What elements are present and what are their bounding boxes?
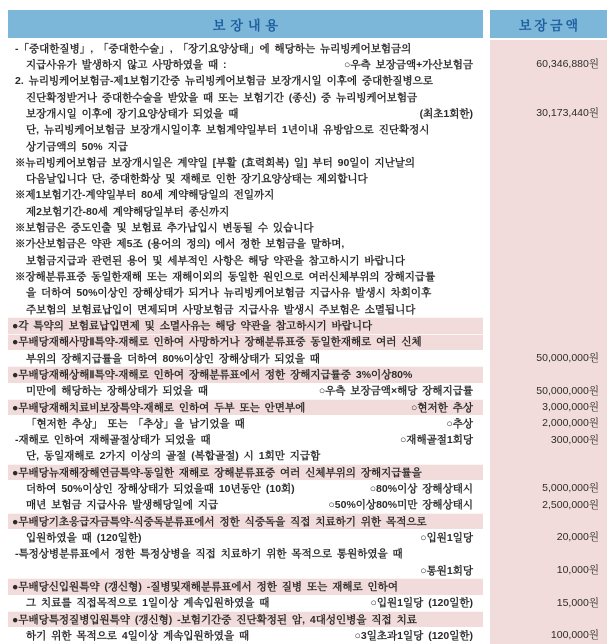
amount-cell: 50,000,000원 <box>536 384 599 397</box>
coverage-column-header: 보장내용 <box>8 10 483 38</box>
coverage-row <box>8 350 483 366</box>
coverage-row <box>8 595 483 611</box>
coverage-note: ○현저한 추상 <box>411 401 473 414</box>
amount-cell <box>490 317 607 333</box>
coverage-text: ●무배당기초응급자금특약-식중독분류표에서 정한 식중독을 직접 치료하기 위한 목적으로 <box>12 515 427 528</box>
amount-cell: 30,173,440원 <box>536 107 599 120</box>
coverage-row <box>8 285 483 301</box>
coverage-text: 보험금지급과 관련된 용어 및 세부적인 사항은 해당 약관을 참고하시기 바랍니다 <box>26 254 405 267</box>
amount-cell <box>490 546 607 562</box>
coverage-row <box>8 236 483 252</box>
coverage-text: ●무배당특정질병입원특약 (갱신형) -보험기간중 진단확정된 암, 4대성인병을 직접 치료 <box>12 613 417 626</box>
coverage-row <box>8 383 483 399</box>
amount-cell <box>490 448 607 464</box>
coverage-note: ○재해골절1회당 <box>399 434 473 447</box>
coverage-text: -「중대한질병」, 「중대한수술」, 「장기요양상태」에 해당하는 뉴리빙케어보험금의 <box>15 42 412 55</box>
coverage-row <box>8 464 483 480</box>
amount-column-header: 보장금액 <box>490 10 607 38</box>
amount-cell <box>490 122 607 138</box>
coverage-row <box>8 562 483 578</box>
amount-cell <box>490 187 607 203</box>
amount-cell <box>490 611 607 627</box>
coverage-text: 더하여 50%이상인 장해상태가 되었을때 10년동안 (10회) <box>26 483 295 496</box>
coverage-note: ○추상 <box>446 417 473 430</box>
amount-cell <box>490 138 607 154</box>
amount-cell <box>490 154 607 170</box>
amount-cell <box>490 334 607 350</box>
amount-cell <box>490 513 607 529</box>
amount-cell <box>490 171 607 187</box>
coverage-row <box>8 301 483 317</box>
coverage-row <box>8 122 483 138</box>
coverage-note: ○50%이상80%미만 장해상태시 <box>328 499 473 512</box>
coverage-row <box>8 317 483 333</box>
amount-cell <box>490 40 607 56</box>
coverage-row <box>8 171 483 187</box>
amount-cell: 300,000원 <box>550 433 599 446</box>
coverage-text: ●무배당신입원특약 (갱신형) -질병및재해분류표에서 정한 질병 또는 재해로 인하여 <box>12 580 398 593</box>
coverage-text: ※가산보험금은 약관 제5조 (용어의 정의) 에서 정한 보험금을 말하며, <box>15 238 345 251</box>
amount-cell <box>490 578 607 594</box>
coverage-row <box>8 399 483 415</box>
coverage-text: 부위의 장해지급률을 더하여 80%이상인 장해상태가 되었을 때 <box>26 352 320 365</box>
coverage-row <box>8 448 483 464</box>
coverage-text: -특정상병분류표에서 정한 특정상병을 직접 치료하기 위한 목적으로 통원하였을 때 <box>15 548 403 561</box>
coverage-text: 단, 뉴리빙케어보험금 보장개시일이후 보험계약일부터 1년이내 유방암으로 진단확정시 <box>26 124 430 137</box>
amount-cell: 2,500,000원 <box>542 498 599 511</box>
coverage-row <box>8 154 483 170</box>
coverage-text: 매년 보험금 지급사유 발생해당일에 지급 <box>26 499 219 512</box>
coverage-text: 「현저한 추상」 또는 「추상」을 남기었을 때 <box>26 417 245 430</box>
amount-cell <box>490 203 607 219</box>
coverage-text: 지급사유가 발생하지 않고 사망하였을 때 : <box>26 58 227 71</box>
coverage-row <box>8 268 483 284</box>
amount-cell: 5,000,000원 <box>542 482 599 495</box>
amount-cell <box>490 285 607 301</box>
amount-cell <box>490 301 607 317</box>
coverage-text: ※뉴리빙케어보험금 보장개시일은 계약일 [부활 (효력회복) 일] 부터 90일이 지난날의 <box>15 156 416 169</box>
coverage-row <box>8 415 483 431</box>
amount-cell: 100,000원 <box>550 629 599 642</box>
coverage-row <box>8 578 483 594</box>
amount-cell <box>490 236 607 252</box>
coverage-text: ※제1보험기간-계약일부터 80세 계약해당일의 전일까지 <box>15 189 275 202</box>
coverage-row <box>8 89 483 105</box>
coverage-text: 주보험의 보험료납입이 면제되며 사망보험금 지급사유 발생시 주보험은 소멸됩니다 <box>26 303 416 316</box>
amount-cell: 2,000,000원 <box>542 417 599 430</box>
coverage-text: 입원하였을 때 (120일한) <box>26 532 142 545</box>
amount-cell: 10,000원 <box>556 564 599 576</box>
coverage-note: ○우측 보장금액+가산보험금 <box>344 58 473 71</box>
coverage-row <box>8 546 483 562</box>
coverage-text: ※장해분류표중 동일한재해 또는 재해이외의 동일한 원인으로 여러신체부위의 장해지급률 <box>15 271 436 284</box>
coverage-note: ○입원1일당 (120일한) <box>370 597 473 610</box>
coverage-text: 다음날입니다 단, 중대한화상 및 재해로 인한 장기요양상태는 제외합니다 <box>26 173 368 186</box>
coverage-row <box>8 203 483 219</box>
coverage-text: ※보험금은 중도인출 및 보험료 추가납입시 변동될 수 있습니다 <box>15 222 314 235</box>
coverage-row <box>8 138 483 154</box>
amount-cell <box>490 268 607 284</box>
coverage-text: ●무배당재해상해Ⅱ특약-재해로 인하여 장해분류표에서 정한 장해지급률중 3%이상80% <box>12 368 413 381</box>
coverage-text: 진단확정받거나 중대한수술을 받았을 때 또는 보험기간 (종신) 중 뉴리빙케어보험금 <box>26 91 418 104</box>
coverage-note: ○입원1일당 <box>420 532 473 545</box>
coverage-row <box>8 497 483 513</box>
amount-cell: 50,000,000원 <box>536 351 599 364</box>
coverage-text: 그 치료를 직접목적으로 1일이상 계속입원하였을 때 <box>26 597 270 610</box>
coverage-row <box>8 627 483 643</box>
coverage-text: 을 더하여 50%이상인 장해상태가 되거나 뉴리빙케어보험금 지급사유 발생시 차회이후 <box>26 287 432 300</box>
coverage-note: (최초1회한) <box>419 107 473 120</box>
coverage-row <box>8 219 483 235</box>
amount-cell: 60,346,880원 <box>536 58 599 71</box>
coverage-text: ●무배당재해사망Ⅱ특약-재해로 인하여 사망하거나 장해분류표중 동일한재해로 여러 신체 <box>12 336 422 349</box>
amount-cell <box>490 252 607 268</box>
coverage-text: 2. 뉴리빙케어보험금-제1보험기간중 뉴리빙케어보험금 보장개시일 이후에 중대한질병으로 <box>15 75 433 88</box>
coverage-row <box>8 105 483 121</box>
coverage-note: ○80%이상 장해상태시 <box>369 483 473 496</box>
coverage-text: 상기금액의 50% 지급 <box>26 140 128 153</box>
coverage-text: 하기 위한 목적으로 4일이상 계속입원하였을 때 <box>26 629 250 642</box>
coverage-text: 제2보험기간-80세 계약해당일부터 종신까지 <box>26 205 230 218</box>
coverage-row <box>8 480 483 496</box>
coverage-row <box>8 40 483 56</box>
coverage-row <box>8 432 483 448</box>
amount-cell: 20,000원 <box>556 531 599 544</box>
amount-cell: 15,000원 <box>556 596 599 609</box>
coverage-text: 단, 동일재해로 2가지 이상의 골절 (복합골절) 시 1회만 지급함 <box>26 450 321 463</box>
amount-rows <box>490 40 607 644</box>
coverage-row <box>8 611 483 627</box>
coverage-text: 미만에 해당하는 장해상태가 되었을 때 <box>26 385 208 398</box>
coverage-row <box>8 366 483 382</box>
coverage-text: ●각 특약의 보험료납입면제 및 소멸사유는 해당 약관을 참고하시기 바랍니다 <box>12 319 373 332</box>
coverage-row <box>8 73 483 89</box>
coverage-text: ●무배당재해치료비보장특약-재해로 인하여 두부 또는 안면부에 <box>12 401 306 414</box>
coverage-row <box>8 252 483 268</box>
coverage-note: ○우측 보장금액×해당 장해지급률 <box>318 385 473 398</box>
coverage-text: -재해로 인하여 재해골절상태가 되었을 때 <box>15 434 211 447</box>
coverage-row <box>8 529 483 545</box>
amount-cell <box>490 89 607 105</box>
coverage-rows <box>8 40 483 644</box>
coverage-row <box>8 187 483 203</box>
amount-cell <box>490 73 607 89</box>
amount-cell <box>490 219 607 235</box>
coverage-text: 보장개시일 이후에 장기요양상태가 되었을 때 <box>26 107 239 120</box>
amount-cell <box>490 366 607 382</box>
coverage-text: ●무배당뉴재해장해연금특약-동일한 재해로 장해분류표중 여러 신체부위의 장해지급률을 <box>12 466 422 479</box>
coverage-note: ○3일초과1일당 (120일한) <box>354 629 473 642</box>
coverage-row <box>8 56 483 72</box>
coverage-row <box>8 513 483 529</box>
coverage-row <box>8 334 483 350</box>
coverage-note: ○통원1회당 <box>420 564 473 577</box>
amount-cell: 3,000,000원 <box>542 400 599 413</box>
amount-cell <box>490 464 607 480</box>
